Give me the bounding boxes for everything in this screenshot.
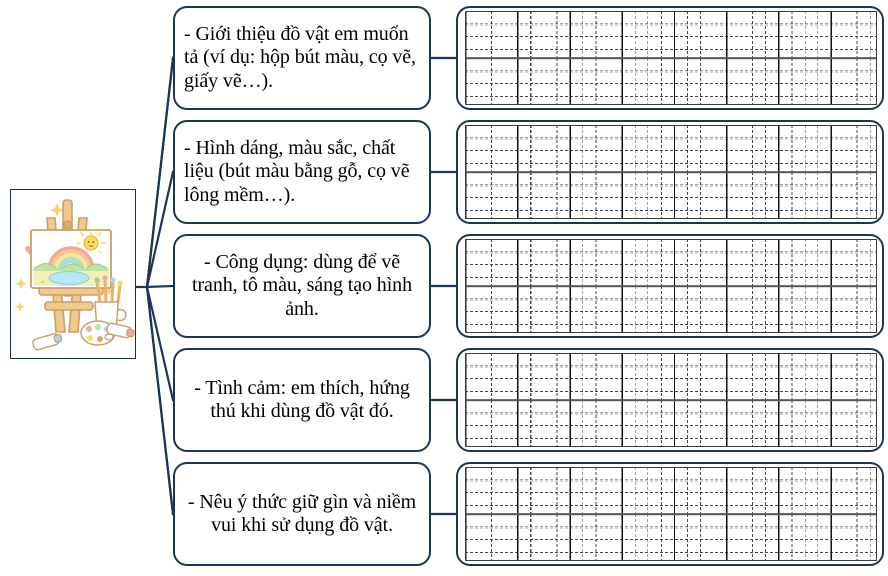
branch-textbox-3 bbox=[173, 234, 431, 338]
grid-horizontal-dash-mask bbox=[465, 125, 877, 172]
answer-gridbox-1[interactable] bbox=[456, 6, 884, 110]
grid-pale-guide-line bbox=[465, 480, 877, 482]
branch-text-4: - Tình cảm: em thích, hứng thú khi dùng đồ vật đó. bbox=[194, 376, 410, 422]
connector-branch-2 bbox=[147, 172, 173, 287]
answer-gridbox-2[interactable] bbox=[456, 120, 884, 224]
grid-horizontal-dash-mask bbox=[465, 172, 877, 219]
connector-branch-5 bbox=[147, 287, 173, 514]
connector-tail-top bbox=[147, 58, 173, 287]
branch-textbox-5 bbox=[173, 462, 431, 566]
grid-horizontal-dash-mask bbox=[465, 58, 877, 105]
branch-text-2: - Hình dáng, màu sắc, chất liệu (bút màu bằng gỗ, cọ vẽ lông mềm…). bbox=[184, 136, 410, 206]
writing-grid-2[interactable] bbox=[465, 125, 877, 219]
branch-textbox-2 bbox=[173, 120, 431, 224]
easel-painting-illustration bbox=[10, 189, 136, 359]
grid-pale-guide-line bbox=[465, 299, 877, 301]
writing-grid-row[interactable] bbox=[465, 400, 877, 447]
grid-horizontal-dash-mask bbox=[465, 286, 877, 333]
writing-grid-row[interactable] bbox=[465, 514, 877, 561]
grid-pale-guide-line bbox=[465, 71, 877, 73]
grid-pale-guide-line bbox=[465, 24, 877, 26]
grid-pale-guide-line bbox=[465, 185, 877, 187]
branch-textbox-4 bbox=[173, 348, 431, 452]
grid-pale-guide-line bbox=[465, 138, 877, 140]
writing-grid-4[interactable] bbox=[465, 353, 877, 447]
writing-grid-row[interactable] bbox=[465, 172, 877, 219]
connector-branch-1 bbox=[147, 58, 173, 287]
writing-grid-row[interactable] bbox=[465, 239, 877, 286]
grid-horizontal-dash-mask bbox=[465, 11, 877, 58]
writing-grid-3[interactable] bbox=[465, 239, 877, 333]
writing-grid-row[interactable] bbox=[465, 11, 877, 58]
writing-grid-row[interactable] bbox=[465, 467, 877, 514]
writing-grid-row[interactable] bbox=[465, 286, 877, 333]
writing-grid-row[interactable] bbox=[465, 353, 877, 400]
connector-tail-bottom bbox=[147, 287, 173, 514]
grid-horizontal-dash-mask bbox=[465, 400, 877, 447]
grid-pale-guide-line bbox=[465, 252, 877, 254]
grid-pale-guide-line bbox=[465, 413, 877, 415]
grid-pale-guide-line bbox=[465, 366, 877, 368]
writing-grid-1[interactable] bbox=[465, 11, 877, 105]
connector-branch-3 bbox=[147, 286, 173, 287]
grid-horizontal-dash-mask bbox=[465, 353, 877, 400]
connector-branch-4 bbox=[147, 287, 173, 400]
answer-gridbox-3[interactable] bbox=[456, 234, 884, 338]
grid-horizontal-dash-mask bbox=[465, 467, 877, 514]
answer-gridbox-4[interactable] bbox=[456, 348, 884, 452]
grid-horizontal-dash-mask bbox=[465, 514, 877, 561]
branch-text-1: - Giới thiệu đồ vật em muốn tả (ví dụ: hộp bút màu, cọ vẽ, giấy vẽ…). bbox=[184, 22, 416, 92]
writing-grid-row[interactable] bbox=[465, 125, 877, 172]
branch-text-3: - Công dụng: dùng để vẽ tranh, tô màu, sáng tạo hình ảnh. bbox=[192, 250, 412, 320]
answer-gridbox-5[interactable] bbox=[456, 462, 884, 566]
grid-pale-guide-line bbox=[465, 527, 877, 529]
writing-grid-row[interactable] bbox=[465, 58, 877, 105]
branch-textbox-1 bbox=[173, 6, 431, 110]
branch-text-5: - Nêu ý thức giữ gìn và niềm vui khi sử dụng đồ vật. bbox=[187, 490, 417, 536]
grid-horizontal-dash-mask bbox=[465, 239, 877, 286]
writing-grid-5[interactable] bbox=[465, 467, 877, 561]
